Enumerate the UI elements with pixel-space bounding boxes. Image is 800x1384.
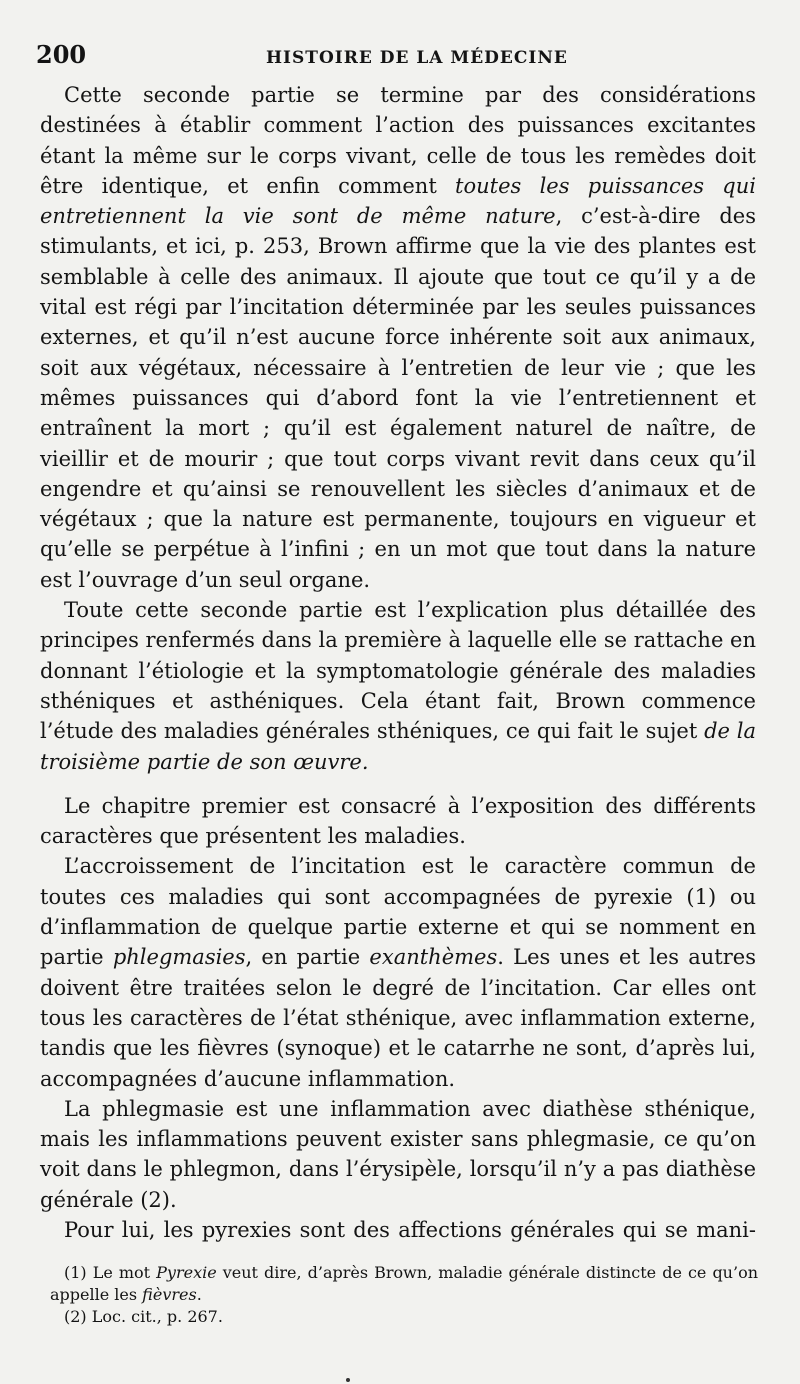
ink-speck [346,1378,350,1382]
paragraph-3: Le chapitre premier est consacré à l’exposition des différents caractères que présentent les maladies. [40,793,756,849]
paragraph-2 [40,595,756,777]
paragraph-4-emphasis-exanthemes: exanthèmes [369,945,498,970]
paragraph-2-emphasis: de la troisième partie de son œuvre. [40,719,756,774]
paragraph-4-text-e: . Les unes et les autres doivent être traitées selon le degré de l’incitation. Car elles ont tous les caractères de l’état sthénique, avec inflammation externe, tandis que les fièvres (synoque) et le catarrhe ne sont, d’après lui, accompagnées d’aucune inflammation. [40,945,756,1091]
footnote-1-text-a: (1) Le mot [64,1263,157,1282]
body-text [40,80,756,1245]
footnote-1-emphasis-pyrexie: Pyrexie [156,1263,217,1282]
paragraph-1-text-c: , c’est-à-dire des stimulants, et ici, p. 253, Brown affirme que la vie des plantes est semblable à celle des animaux. Il ajoute que tout ce qu’il y a de vital est régi par l’incitation déterminée par les seules puissances externes, et qu’il n’est aucune force inhérente soit aux animaux, soit aux végétaux, nécessaire à l’entretien de leur vie ; que les mêmes puissances qui d’abord font la vie l’entretiennent et entraînent la mort ; qu’il est également naturel de naître, de vieillir et de mourir ; que tout corps vivant revit dans ceux qu’il engendre et qu’ainsi se renouvellent les siècles d’animaux et de végétaux ; que la nature est permanente, toujours en vigueur et qu’elle se perpétue à l’infini ; en un mot que tout dans la nature est l’ouvrage d’un seul organe. [40,204,756,592]
page-header [36,40,756,72]
paragraph-5: La phlegmasie est une inflammation avec diathèse sthénique, mais les inflammations peuvent exister sans phlegmasie, ce qu’on voit dans le phlegmon, dans l’érysipèle, lorsqu’il n’y a pas diathèse générale (2). [40,1096,756,1212]
paragraph-1-emphasis: toutes les puissances qui entretiennent la vie sont de même nature [40,173,756,229]
footnote-1-text-c: veut dire, d’après Brown, maladie générale distincte de ce qu’on appelle les [50,1263,759,1304]
paragraph-1-text-a: Cette seconde partie se termine par des considérations destinées à établir comment l’action des puissances excitantes étant la même sur le corps vivant, celle de tous les remèdes doit être identique, et enfin comment [40,83,756,198]
footnotes [50,1262,758,1328]
footnote-1 [50,1262,758,1306]
paragraph-4-text-a: L’accroissement de l’incitation est le caractère commun de toutes ces maladies qui sont accompagnées de pyrexie (1) ou d’inflammation de quelque partie externe et qui se nomment en partie [40,854,756,970]
paragraph-2-text-a: Toute cette seconde partie est l’explication plus détaillée des principes renfermés dans la première à laquelle elle se rattache en donnant l’étiologie et la symptomatologie générale des maladies sthéniques et asthéniques. Cela étant fait, Brown commence l’étude des maladies générales sthéniques, ce qui fait le sujet [40,598,757,744]
paragraph-4-emphasis-phlegmasies: phlegmasies [112,945,246,970]
running-title: HISTOIRE DE LA MÉDECINE [266,48,568,68]
footnote-1-text-e: . [196,1285,202,1304]
paragraph-4-text-c: , en partie [245,945,370,970]
footnote-1-emphasis-fievres: fièvres [142,1285,197,1304]
footnote-2: (2) Loc. cit., p. 267. [64,1307,223,1326]
page-number: 200 [36,40,87,69]
paragraph-6: Pour lui, les pyrexies sont des affections générales qui se mani- [64,1217,756,1242]
paragraph-1 [40,80,756,595]
paragraph-4 [40,851,756,1093]
